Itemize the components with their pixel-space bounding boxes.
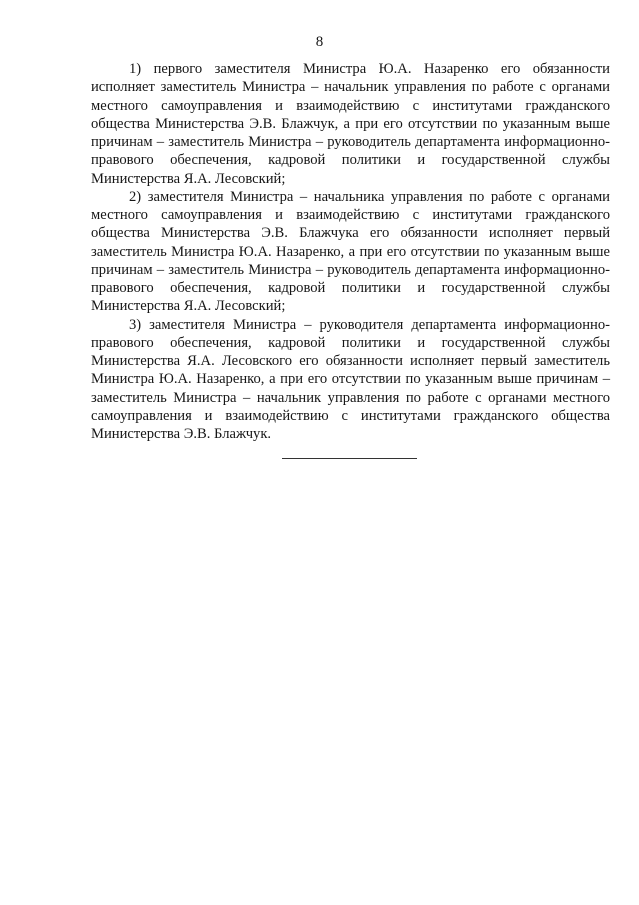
- document-body: [91, 60, 610, 443]
- page-number: 8: [315, 34, 324, 50]
- paragraph-1: 1) первого заместителя Министра Ю.А. Назаренко его обязанности исполняет заместитель Министра – начальник управления по работе с органами местного самоуправления и взаимодействию с институтами гражданского общества Министерства Э.В. Блажчук, а при его отсутствии по указанным выше причинам – заместитель Министра – руководитель департамента информационно-правового обеспечения, кадровой политики и государственной службы Министерства Я.А. Лесовский;: [91, 61, 610, 187]
- paragraph-3: 3) заместителя Министра – руководителя департамента информационно-правового обеспечения, кадровой политики и государственной службы Министерства Я.А. Лесовского его обязанности исполняет первый заместитель Министра Ю.А. Назаренко, а при его отсутствии по указанным выше причинам – заместитель Министра – начальник управления по работе с органами местного самоуправления и взаимодействию с институтами гражданского общества Министерства Э.В. Блажчук.: [91, 316, 610, 442]
- paragraph-2: 2) заместителя Министра – начальника управления по работе с органами местного самоуправления и взаимодействию с институтами гражданского общества Министерства Э.В. Блажчука его обязанности исполняет первый заместитель Министра Ю.А. Назаренко, а при его отсутствии по указанным выше причинам – заместитель Министра – руководитель департамента информационно-правового обеспечения, кадровой политики и государственной службы Министерства Я.А. Лесовский;: [91, 188, 610, 315]
- end-separator-line: [282, 458, 417, 459]
